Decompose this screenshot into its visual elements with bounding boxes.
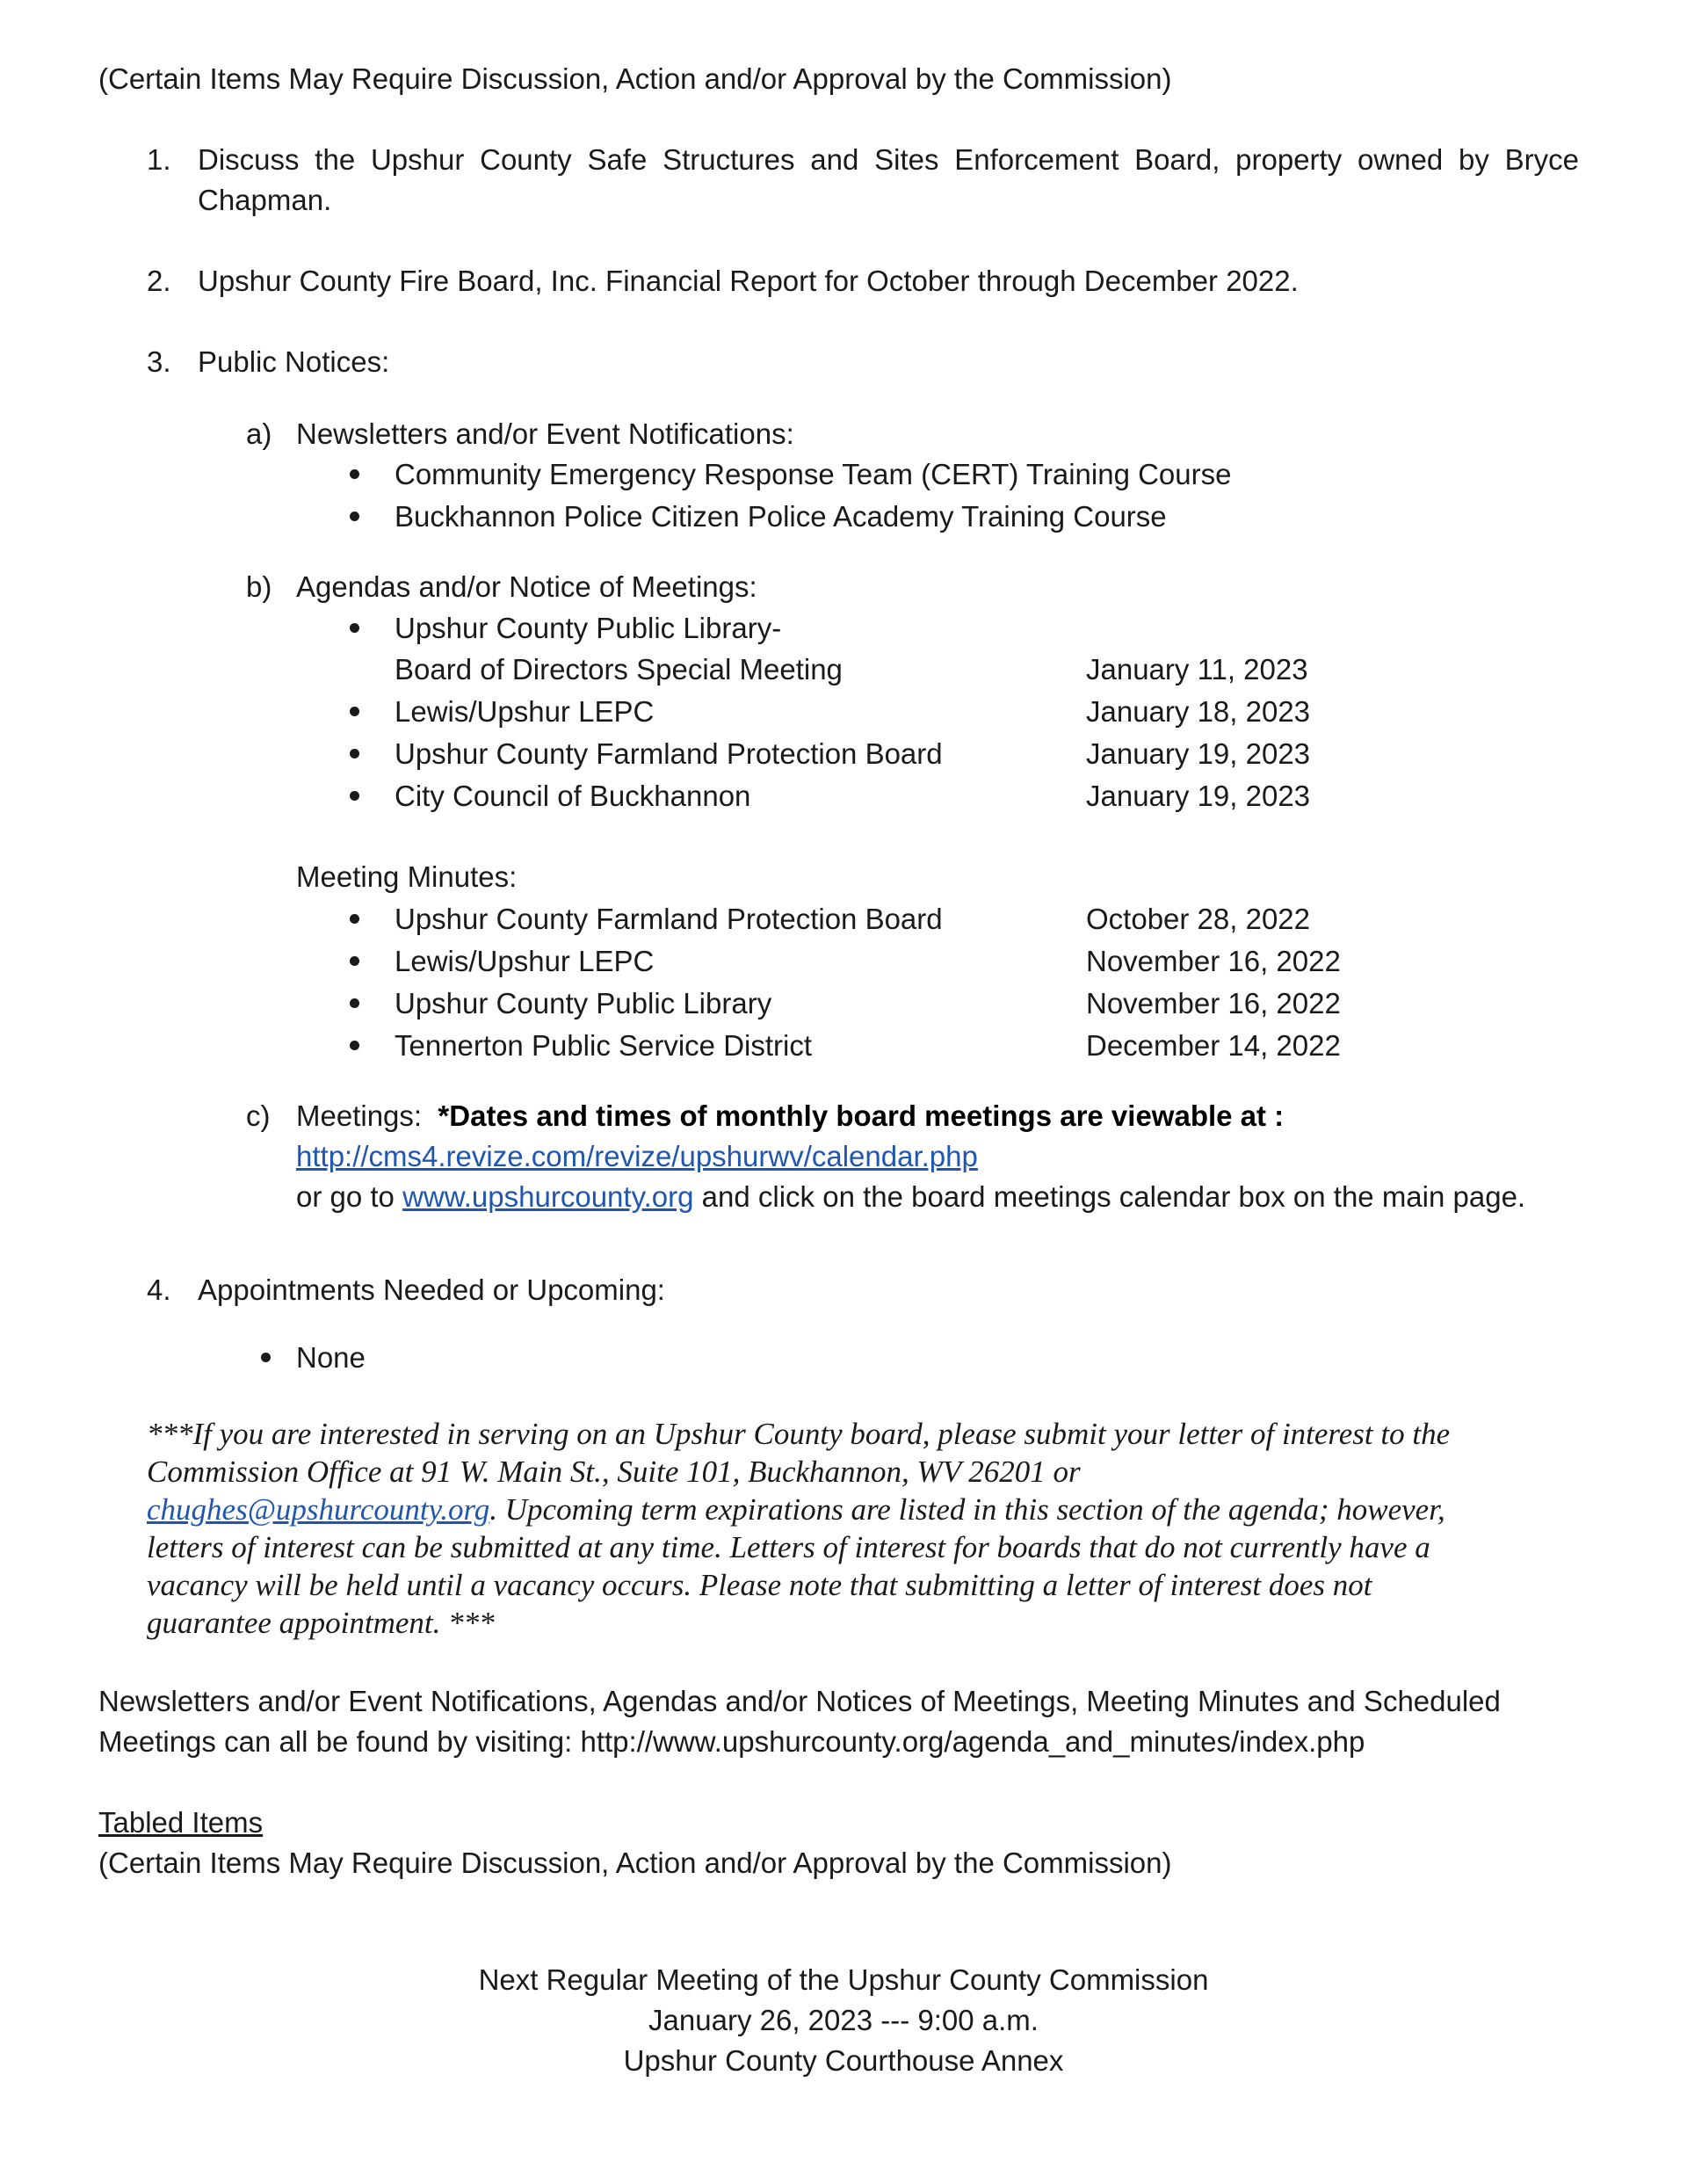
notice-a-bullet-1: Community Emergency Response Team (CERT) Training Course: [395, 458, 1232, 490]
bullet-icon: [350, 914, 359, 924]
minutes-1-date: October 28, 2022: [1086, 903, 1311, 935]
meeting-1-name-line2: Board of Directors Special Meeting: [395, 653, 843, 686]
goto-suffix: and click on the board meetings calendar box on the main page.: [701, 1180, 1526, 1213]
calendar-link[interactable]: http://cms4.revize.com/revize/upshurwv/calendar.php: [296, 1140, 978, 1172]
meeting-3-date: January 19, 2023: [1086, 737, 1311, 770]
goto-line: [296, 1179, 1525, 1215]
minutes-2-date: November 16, 2022: [1086, 945, 1341, 977]
bullet-icon: [350, 623, 359, 633]
interest-note-line3: [147, 1491, 1445, 1528]
email-link[interactable]: chughes@upshurcounty.org: [147, 1492, 490, 1527]
interest-note-line2: Commission Office at 91 W. Main St., Suite 101, Buckhannon, WV 26201 or: [147, 1455, 1081, 1489]
interest-note-line5: vacancy will be held until a vacancy occurs. Please note that submitting a letter of interest does not: [147, 1568, 1372, 1602]
item-4-text: Appointments Needed or Upcoming:: [198, 1273, 665, 1306]
notice-a-bullet-2: Buckhannon Police Citizen Police Academy Training Course: [395, 500, 1167, 533]
meeting-3-name: Upshur County Farmland Protection Board: [395, 737, 943, 770]
item-1-number: 1.: [147, 143, 171, 176]
bullet-icon: [350, 1041, 359, 1050]
minutes-2-name: Lewis/Upshur LEPC: [395, 945, 655, 977]
notice-a-letter: a): [246, 417, 272, 450]
interest-note-line6: guarantee appointment. ***: [147, 1606, 495, 1640]
notice-b-letter: b): [246, 570, 272, 603]
minutes-title: Meeting Minutes:: [296, 860, 518, 893]
bullet-icon: [350, 791, 359, 801]
meeting-4-name: City Council of Buckhannon: [395, 780, 751, 812]
appointments-bullet-none: None: [296, 1341, 366, 1374]
meetings-label: Meetings:: [296, 1099, 423, 1132]
interest-note-line3-rest: . Upcoming term expirations are listed in this section of the agenda; however,: [489, 1492, 1445, 1527]
bullet-icon: [261, 1353, 271, 1362]
minutes-3-date: November 16, 2022: [1086, 987, 1341, 1019]
tabled-items-note: (Certain Items May Require Discussion, Action and/or Approval by the Commission): [98, 1847, 1172, 1879]
next-meeting-line1: Next Regular Meeting of the Upshur County Commission: [478, 1963, 1209, 1996]
item-2-number: 2.: [147, 265, 171, 297]
item-1-text-line1: Discuss the Upshur County Safe Structures and Sites Enforcement Board, property owned by Bryce: [198, 143, 1579, 176]
bullet-icon: [350, 707, 359, 716]
next-meeting-line3: Upshur County Courthouse Annex: [623, 2044, 1064, 2077]
notice-b-title: Agendas and/or Notice of Meetings:: [296, 570, 757, 603]
meeting-2-date: January 18, 2023: [1086, 695, 1311, 728]
header-note: (Certain Items May Require Discussion, Action and/or Approval by the Commission): [98, 62, 1172, 95]
item-2-text: Upshur County Fire Board, Inc. Financial Report for October through December 2022.: [198, 265, 1299, 297]
footer-info-line2: Meetings can all be found by visiting: http://www.upshurcounty.org/agenda_and_minutes/index.php: [98, 1725, 1365, 1758]
minutes-4-date: December 14, 2022: [1086, 1029, 1341, 1062]
bullet-icon: [350, 998, 359, 1008]
meeting-2-name: Lewis/Upshur LEPC: [395, 695, 655, 728]
minutes-1-name: Upshur County Farmland Protection Board: [395, 903, 943, 935]
site-link[interactable]: www.upshurcounty.org: [402, 1180, 694, 1213]
meetings-bold-text: *Dates and times of monthly board meetings are viewable at :: [438, 1099, 1285, 1132]
meeting-4-date: January 19, 2023: [1086, 780, 1311, 812]
bullet-icon: [350, 956, 359, 966]
interest-note-line4: letters of interest can be submitted at any time. Letters of interest for boards that do not currently have a: [147, 1530, 1430, 1564]
item-4-number: 4.: [147, 1273, 171, 1306]
minutes-3-name: Upshur County Public Library: [395, 987, 772, 1019]
interest-note-line1: ***If you are interested in serving on an Upshur County board, please submit your letter of interest to the: [147, 1417, 1451, 1451]
item-1-text-line2: Chapman.: [198, 184, 332, 216]
item-3-number: 3.: [147, 345, 171, 378]
bullet-icon: [350, 749, 359, 758]
meeting-1-date: January 11, 2023: [1086, 653, 1308, 686]
goto-prefix: or go to: [296, 1180, 395, 1213]
meetings-line: [296, 1099, 1284, 1134]
bullet-icon: [350, 512, 359, 521]
notice-a-title: Newsletters and/or Event Notifications:: [296, 417, 794, 450]
minutes-4-name: Tennerton Public Service District: [395, 1029, 813, 1062]
meeting-1-name-line1: Upshur County Public Library-: [395, 612, 782, 644]
item-3-text: Public Notices:: [198, 345, 390, 378]
footer-info-line1: Newsletters and/or Event Notifications, Agendas and/or Notices of Meetings, Meeting Minutes and Scheduled: [98, 1685, 1501, 1717]
bullet-icon: [350, 469, 359, 479]
next-meeting-line2: January 26, 2023 --- 9:00 a.m.: [648, 2004, 1039, 2036]
notice-c-letter: c): [246, 1099, 271, 1132]
tabled-items-title: Tabled Items: [98, 1806, 264, 1839]
